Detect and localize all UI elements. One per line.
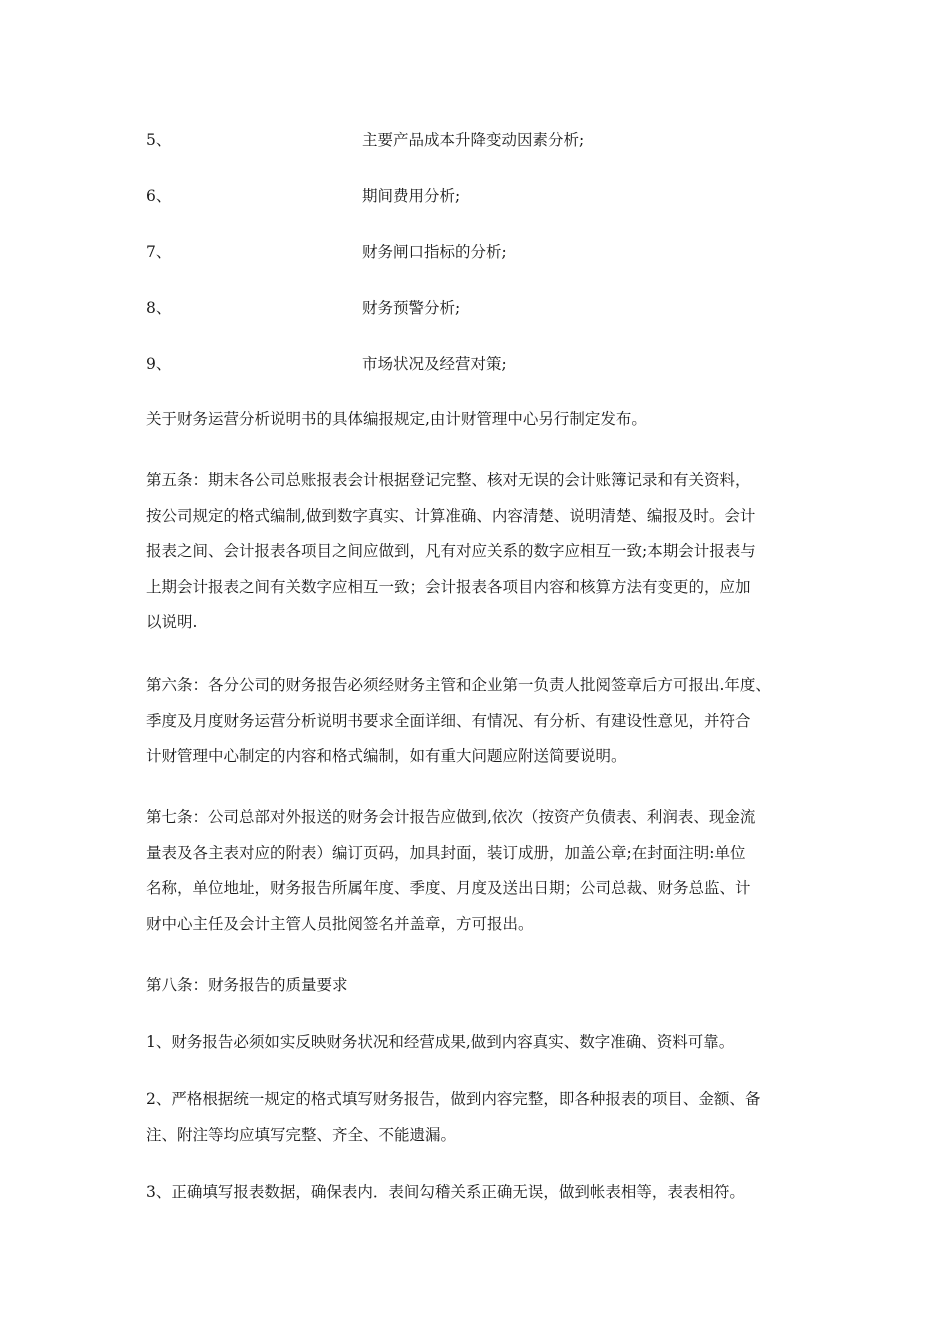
paragraph-article-6 [146, 668, 826, 775]
paragraph-line: 报表之间、会计报表各项目之间应做到，凡有对应关系的数字应相互一致;本期会计报表与 [146, 542, 756, 560]
paragraph-quality-item-1 [146, 1025, 826, 1061]
list-text: 期间费用分析; [362, 187, 461, 205]
paragraph-line: 名称，单位地址，财务报告所属年度、季度、月度及送出日期；公司总裁、财务总监、计 [146, 879, 751, 897]
list-text: 主要产品成本升降变动因素分析; [362, 131, 585, 149]
paragraph-line: 第六条：各分公司的财务报告必须经财务主管和企业第一负责人批阅签章后方可报出.年度、 [146, 676, 771, 694]
list-number: 7、 [146, 243, 172, 261]
paragraph-quality-item-2 [146, 1082, 826, 1153]
paragraph-line: 3、正确填写报表数据，确保表内．表间勾稽关系正确无误，做到帐表相等，表表相符。 [146, 1183, 745, 1201]
paragraph-quality-item-3 [146, 1175, 826, 1211]
list-item [146, 240, 846, 264]
list-text: 财务闸口指标的分析; [362, 243, 507, 261]
list-number: 5、 [146, 131, 172, 149]
paragraph-article-5 [146, 463, 826, 641]
list-number: 9、 [146, 355, 172, 373]
paragraph-line: 第七条：公司总部对外报送的财务会计报告应做到,依次（按资产负债表、利润表、现金流 [146, 808, 756, 826]
paragraph-line: 以说明. [146, 613, 198, 631]
list-item [146, 352, 846, 376]
paragraph-line: 季度及月度财务运营分析说明书要求全面详细、有情况、有分析、有建设性意见，并符合 [146, 711, 751, 730]
paragraph-line: 2、严格根据统一规定的格式填写财务报告，做到内容完整，即各种报表的项目、金额、备 [146, 1090, 761, 1108]
paragraph-line: 第八条：财务报告的质量要求 [146, 976, 348, 994]
paragraph-line: 财中心主任及会计主管人员批阅签名并盖章，方可报出。 [146, 914, 534, 933]
list-text: 市场状况及经营对策; [362, 355, 507, 373]
paragraph-article-8-heading [146, 968, 826, 1004]
paragraph-line: 按公司规定的格式编制,做到数字真实、计算准确、内容清楚、说明清楚、编报及时。会计 [146, 506, 756, 525]
paragraph-line: 量表及各主表对应的附表）编订页码，加具封面，装订成册，加盖公章;在封面注明:单位 [146, 843, 746, 862]
list-item [146, 184, 846, 208]
paragraph-reporting-rules [146, 402, 826, 438]
paragraph-line: 关于财务运营分析说明书的具体编报规定,由计财管理中心另行制定发布。 [146, 410, 647, 428]
list-number: 8、 [146, 299, 172, 317]
list-item [146, 296, 846, 320]
paragraph-line: 1、财务报告必须如实反映财务状况和经营成果,做到内容真实、数字准确、资料可靠。 [146, 1033, 735, 1051]
list-item [146, 128, 846, 152]
paragraph-line: 上期会计报表之间有关数字应相互一致；会计报表各项目内容和核算方法有变更的，应加 [146, 577, 751, 596]
list-number: 6、 [146, 187, 172, 205]
paragraph-line: 计财管理中心制定的内容和格式编制，如有重大问题应附送简要说明。 [146, 747, 627, 765]
paragraph-article-7 [146, 800, 826, 942]
paragraph-line: 第五条：期末各公司总账报表会计根据登记完整、核对无误的会计账簿记录和有关资料， [146, 471, 751, 489]
list-text: 财务预警分析; [362, 299, 461, 317]
paragraph-line: 注、附注等均应填写完整、齐全、不能遗漏。 [146, 1125, 457, 1144]
